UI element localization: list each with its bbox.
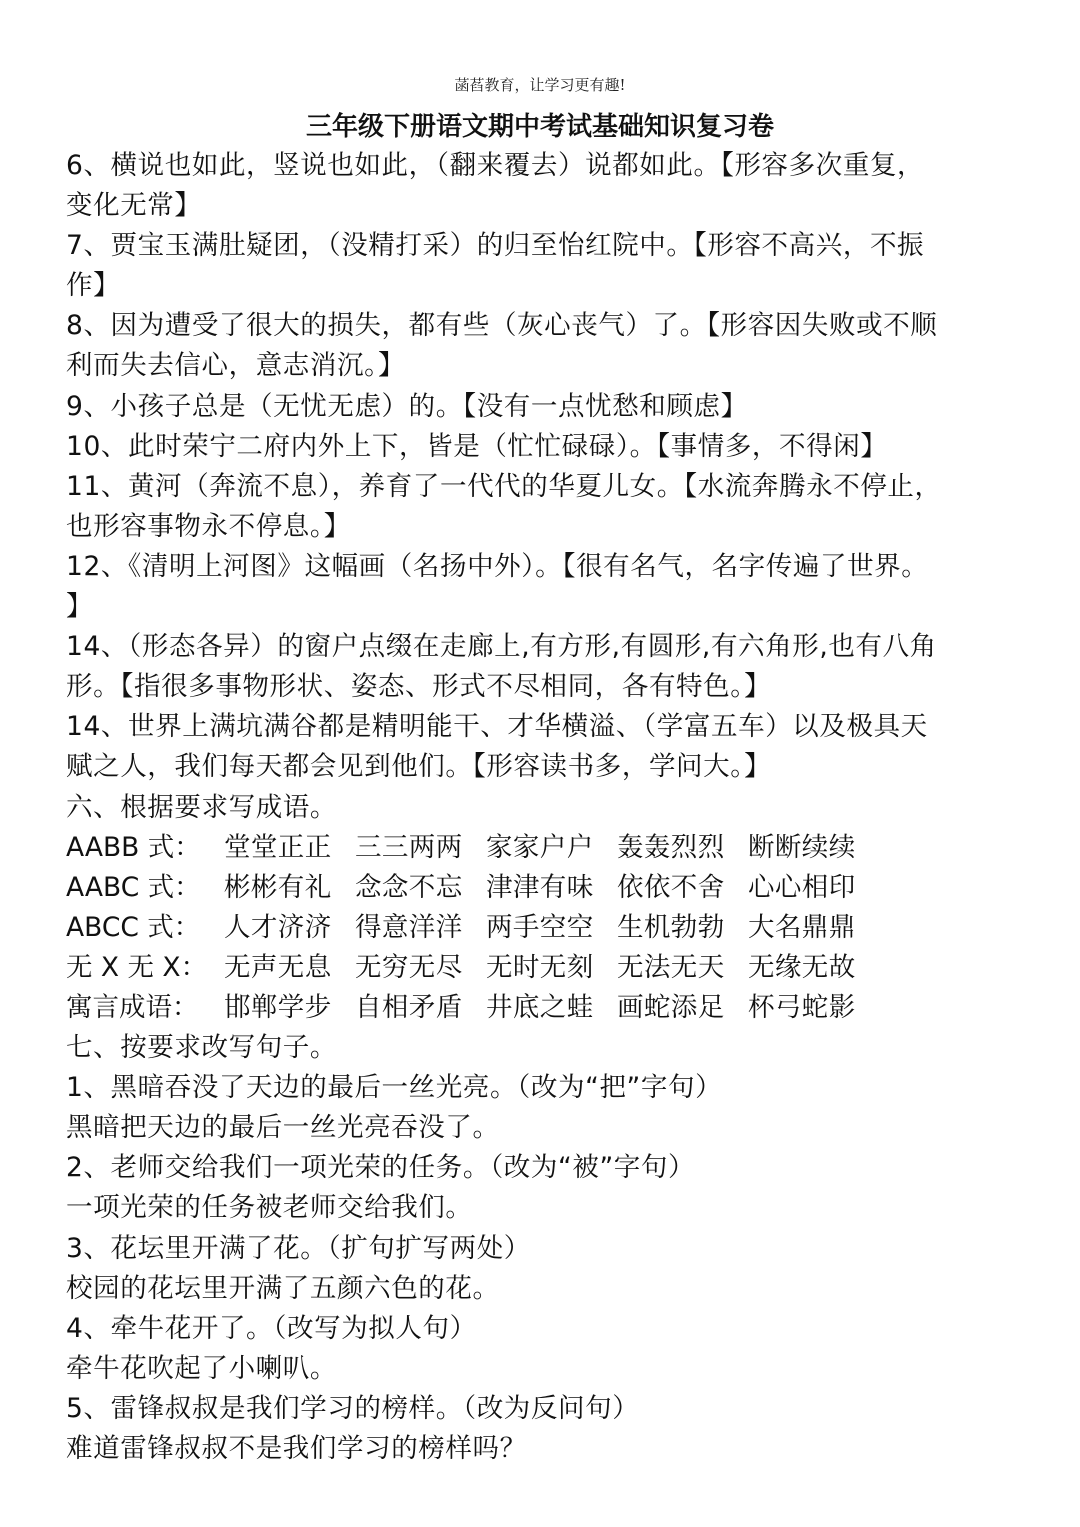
question-line: 2、老师交给我们一项光荣的任务。（改为“被”字句） [66,1152,696,1184]
answer-line: 牵牛花吹起了小喇叭。 [66,1352,337,1384]
question-line: 1、黑暗吞没了天边的最后一丝光亮。（改为“把”字句） [66,1072,723,1104]
idiom-row-aabb [66,828,1036,868]
idiom-item: 两手空空 [486,911,594,943]
idiom-label: 寓言成语： [66,991,199,1023]
text-line: 9、小孩子总是（无忧无虑）的。【没有一点忧愁和顾虑】 [66,390,748,422]
text-line: 赋之人，我们每天都会见到他们。【形容读书多，学问大。】 [66,751,772,783]
idiom-row-aabc [66,868,1036,908]
section-heading: 六、根据要求写成语。 [66,791,337,823]
idiom-item: 画蛇添足 [617,991,725,1023]
idiom-item: 井底之蛙 [486,991,594,1023]
idiom-item: 人才济济 [224,911,332,943]
idiom-item: 自相矛盾 [355,991,463,1023]
idiom-item: 三三两两 [355,831,463,863]
page-title: 三年级下册语文期中考试基础知识复习卷 [305,112,774,142]
idiom-item: 无穷无尽 [355,951,463,983]
idiom-item: 无法无天 [617,951,725,983]
idiom-label: ABCC 式： [66,911,201,943]
answer-line: 校园的花坛里开满了五颜六色的花。 [66,1272,500,1304]
question-line: 4、牵牛花开了。（改写为拟人句） [66,1312,477,1344]
text-line: 8、因为遭受了很大的损失，都有些（灰心丧气）了。【形容因失败或不顺 [66,310,938,342]
section-heading: 七、按要求改写句子。 [66,1032,337,1064]
idiom-row-abcc [66,908,1036,948]
answer-line: 黑暗把天边的最后一丝光亮吞没了。 [66,1112,500,1144]
idiom-item: 依依不舍 [617,871,725,903]
idiom-label: 无 X 无 X： [66,951,208,983]
idiom-item: 彬彬有礼 [224,871,332,903]
idiom-item: 轰轰烈烈 [617,831,725,863]
idiom-item: 无声无息 [224,951,332,983]
idiom-label: AABC 式： [66,871,201,903]
answer-line: 一项光荣的任务被老师交给我们。 [66,1192,473,1224]
text-line: 形。【指很多事物形状、姿态、形式不尽相同，各有特色。】 [66,671,772,703]
text-line: 11、黄河（奔流不息），养育了一代代的华夏儿女。【水流奔腾永不停止， [66,470,942,502]
text-line: 变化无常】 [66,190,202,222]
text-line: 利而失去信心，意志消沉。】 [66,350,406,382]
document-body [66,146,1036,1469]
idiom-item: 堂堂正正 [224,831,332,863]
text-line: 7、贾宝玉满肚疑团，（没精打采）的归至怡红院中。【形容不高兴，不振 [66,230,925,262]
idiom-item: 心心相印 [748,871,856,903]
text-line: 10、此时荣宁二府内外上下，皆是（忙忙碌碌）。【事情多，不得闲】 [66,430,888,462]
idiom-row-wuxwux [66,948,1036,988]
text-line: 也形容事物永不停息。】 [66,510,351,542]
question-line: 5、雷锋叔叔是我们学习的榜样。（改为反问句） [66,1392,640,1424]
idiom-label: AABB 式： [66,831,201,863]
idiom-item: 杯弓蛇影 [748,991,856,1023]
header-watermark: 菡萏教育，让学习更有趣! [454,76,626,94]
idiom-item: 得意洋洋 [355,911,463,943]
text-line: 作】 [66,270,121,302]
idiom-row-fable [66,988,1036,1028]
idiom-item: 念念不忘 [355,871,463,903]
idiom-item: 断断续续 [748,831,856,863]
text-line: 14、（形态各异）的窗户点缀在走廊上,有方形,有圆形,有六角形,也有八角 [66,631,937,663]
idiom-item: 生机勃勃 [617,911,725,943]
answer-line: 难道雷锋叔叔不是我们学习的榜样吗？ [66,1433,527,1464]
question-line: 3、花坛里开满了花。（扩句扩写两处） [66,1232,531,1264]
text-line: 6、横说也如此，竖说也如此，（翻来覆去）说都如此。【形容多次重复， [66,150,925,181]
idiom-item: 无时无刻 [486,951,594,983]
idiom-item: 无缘无故 [748,951,856,983]
idiom-item: 家家户户 [486,831,594,863]
text-line: 12、《清明上河图》这幅画（名扬中外）。【很有名气，名字传遍了世界。 [66,550,929,582]
text-line: 】 [66,591,94,623]
idiom-item: 津津有味 [486,871,594,903]
text-line: 14、世界上满坑满谷都是精明能干、才华横溢、（学富五车）以及极具天 [66,711,928,743]
idiom-item: 大名鼎鼎 [748,911,856,943]
idiom-item: 邯郸学步 [224,991,332,1023]
